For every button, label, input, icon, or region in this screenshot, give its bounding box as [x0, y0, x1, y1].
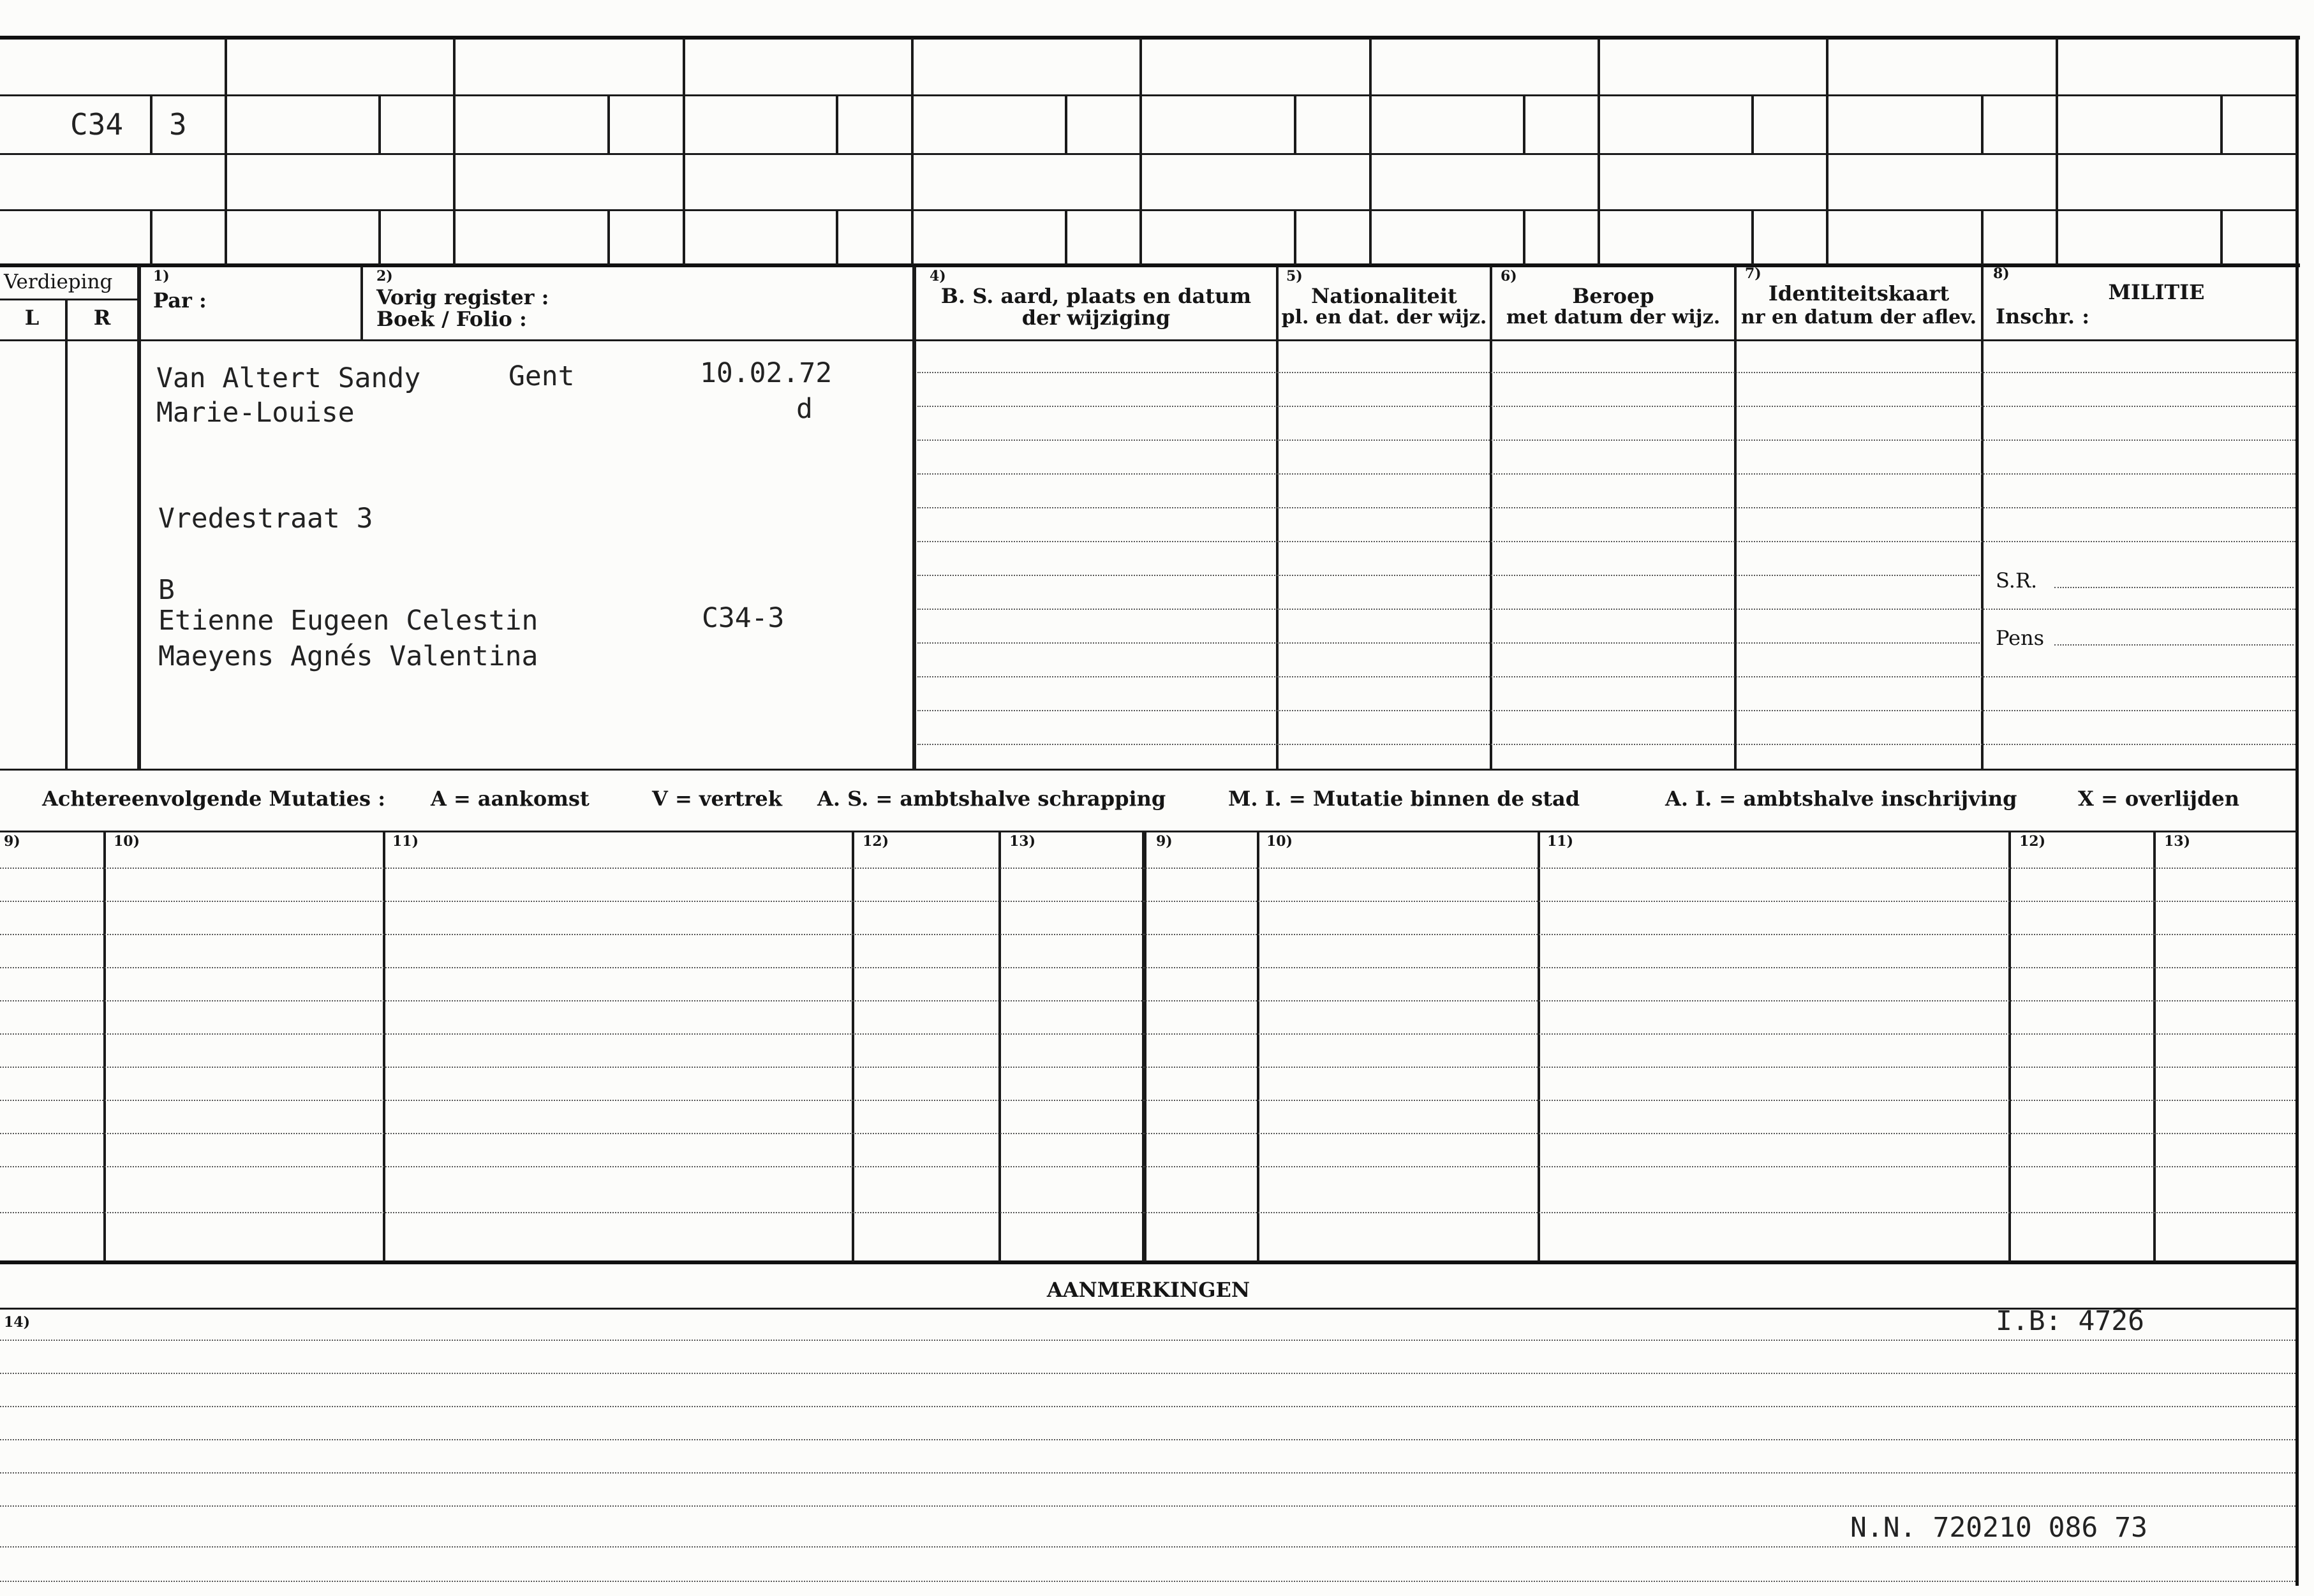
ib-number: I.B: 4726 [1996, 1305, 2144, 1337]
c5-num: 5) [1286, 268, 1303, 284]
mut-vline [1538, 831, 1540, 1262]
vorig-register-label: Vorig register : [376, 285, 549, 309]
top-grid-vline [453, 38, 456, 265]
mutatie-v: V = vertrek [652, 787, 782, 811]
vl-c4 [912, 267, 916, 771]
top-grid-vline [1139, 38, 1142, 265]
top-grid-line [0, 209, 2297, 211]
mut-vline [1142, 831, 1146, 1262]
gender: d [796, 393, 813, 425]
top-grid-vline [1065, 209, 1067, 265]
mut-num-13b: 13) [2164, 833, 2191, 850]
top-grid-vline [1294, 94, 1296, 153]
mut-vline [852, 831, 854, 1262]
top-grid-vline [2056, 38, 2058, 265]
pens-label: Pens [1996, 626, 2045, 650]
c7-label2: nr en datum der aflev. [1740, 306, 1977, 329]
header-sub: 3 [169, 107, 187, 142]
c6-label1: Beroep [1572, 284, 1654, 308]
right-border [2295, 36, 2299, 1586]
aanmerkingen-num: 14) [4, 1314, 31, 1331]
mut-num-10: 10) [114, 833, 140, 850]
code-b: B [158, 574, 175, 606]
vl-L-R [65, 299, 68, 771]
top-grid-vline [607, 94, 610, 153]
verdieping-label: Verdieping [4, 270, 113, 293]
c5-label1: Nationaliteit [1311, 284, 1457, 308]
top-grid-vline [683, 38, 685, 265]
vl-par [360, 267, 363, 341]
mother-name: Maeyens Agnés Valentina [158, 640, 538, 672]
top-grid-vline [1294, 209, 1296, 265]
L-label: L [24, 306, 40, 330]
top-grid-vline [378, 94, 381, 153]
R-label: R [93, 306, 111, 330]
mutaties-bottom-line [0, 1260, 2297, 1264]
c7-label1: Identiteitskaart [1768, 281, 1950, 306]
top-grid-vline [150, 209, 152, 265]
father-name: Etienne Eugeen Celestin [158, 605, 538, 637]
mut-num-11b: 11) [1547, 833, 1574, 850]
top-grid-vline [1826, 38, 1828, 265]
top-grid-vline [1598, 38, 1600, 265]
top-grid-vline [1981, 209, 1984, 265]
top-grid-vline [1523, 94, 1525, 153]
top-grid-vline [1751, 94, 1754, 153]
top-grid-vline [1369, 38, 1372, 265]
header-bottom-line [0, 339, 2297, 341]
pens-line [2054, 644, 2294, 646]
top-grid-vline [225, 38, 227, 265]
c8-num: 8) [1993, 265, 2010, 282]
top-grid-vline [378, 209, 381, 265]
top-grid-vline [1751, 209, 1754, 265]
mut-num-9: 9) [4, 833, 20, 850]
vl-c7 [1734, 267, 1737, 771]
mutatie-as: A. S. = ambtshalve schrapping [817, 787, 1166, 811]
top-grid-vline [1981, 94, 1984, 153]
top-grid-vline [1523, 209, 1525, 265]
mut-vline [2153, 831, 2156, 1262]
top-grid-line [0, 94, 2297, 96]
mutaties-header-line [0, 831, 2297, 832]
top-border [0, 36, 2300, 40]
top-grid-vline [150, 94, 152, 153]
mut-num-11: 11) [392, 833, 419, 850]
vl-c5 [1276, 267, 1279, 771]
militie-label: MILITIE [2108, 280, 2205, 304]
top-grid-vline [2220, 94, 2223, 153]
mutatie-mi: M. I. = Mutatie binnen de stad [1228, 787, 1580, 811]
sr-label: S.R. [1996, 568, 2038, 593]
birthplace: Gent [508, 360, 575, 392]
inschr-label: Inschr. : [1996, 304, 2090, 329]
c6-label2: met datum der wijz. [1506, 306, 1721, 329]
mut-vline [2008, 831, 2011, 1262]
mut-vline [103, 831, 106, 1262]
top-grid-vline [607, 209, 610, 265]
mut-num-12: 12) [863, 833, 889, 850]
mut-vline [383, 831, 385, 1262]
address: Vredestraat 3 [158, 503, 373, 535]
c4-label1: B. S. aard, plaats en datum [940, 284, 1252, 308]
mut-num-10b: 10) [1266, 833, 1293, 850]
vl-c8 [1981, 267, 1984, 771]
c2-num: 2) [376, 268, 393, 284]
top-grid-vline [2220, 209, 2223, 265]
top-grid-vline [836, 94, 838, 153]
mutaties-top-line [0, 769, 2297, 771]
c5-label2: pl. en dat. der wijz. [1281, 306, 1487, 329]
mut-num-9b: 9) [1156, 833, 1173, 850]
ref-code: C34-3 [702, 602, 785, 634]
verdieping-split [0, 299, 137, 300]
name-line2: Marie-Louise [156, 397, 355, 429]
mut-num-12b: 12) [2019, 833, 2046, 850]
mutaties-title: Achtereenvolgende Mutaties : [42, 787, 385, 811]
top-grid-vline [836, 209, 838, 265]
c7-num: 7) [1745, 265, 1761, 282]
header-code: C34 [70, 107, 124, 142]
c1-num: 1) [153, 268, 170, 284]
name-line1: Van Altert Sandy [156, 362, 421, 394]
top-grid-vline [1065, 94, 1067, 153]
top-grid-line [0, 153, 2297, 155]
mut-vline [998, 831, 1001, 1262]
vl-R [137, 267, 141, 771]
grid-divider [0, 263, 2300, 267]
aanmerkingen-title: AANMERKINGEN [1046, 1278, 1250, 1302]
mutatie-ai: A. I. = ambtshalve inschrijving [1665, 787, 2017, 811]
boek-folio-label: Boek / Folio : [376, 307, 527, 331]
birthdate: 10.02.72 [700, 357, 833, 389]
aanmerkingen-line [0, 1308, 2297, 1310]
c4-label2: der wijziging [1021, 306, 1171, 330]
c6-num: 6) [1501, 268, 1517, 284]
sr-line [2054, 587, 2294, 588]
vl-c6 [1490, 267, 1492, 771]
nn-number: N.N. 720210 086 73 [1850, 1512, 2147, 1544]
mutatie-x: X = overlijden [2078, 787, 2239, 811]
mut-vline [1257, 831, 1259, 1262]
top-grid-vline [911, 38, 914, 265]
mut-num-13: 13) [1009, 833, 1036, 850]
mutatie-a: A = aankomst [431, 787, 590, 811]
par-label: Par : [153, 288, 207, 313]
c4-num: 4) [930, 268, 946, 284]
